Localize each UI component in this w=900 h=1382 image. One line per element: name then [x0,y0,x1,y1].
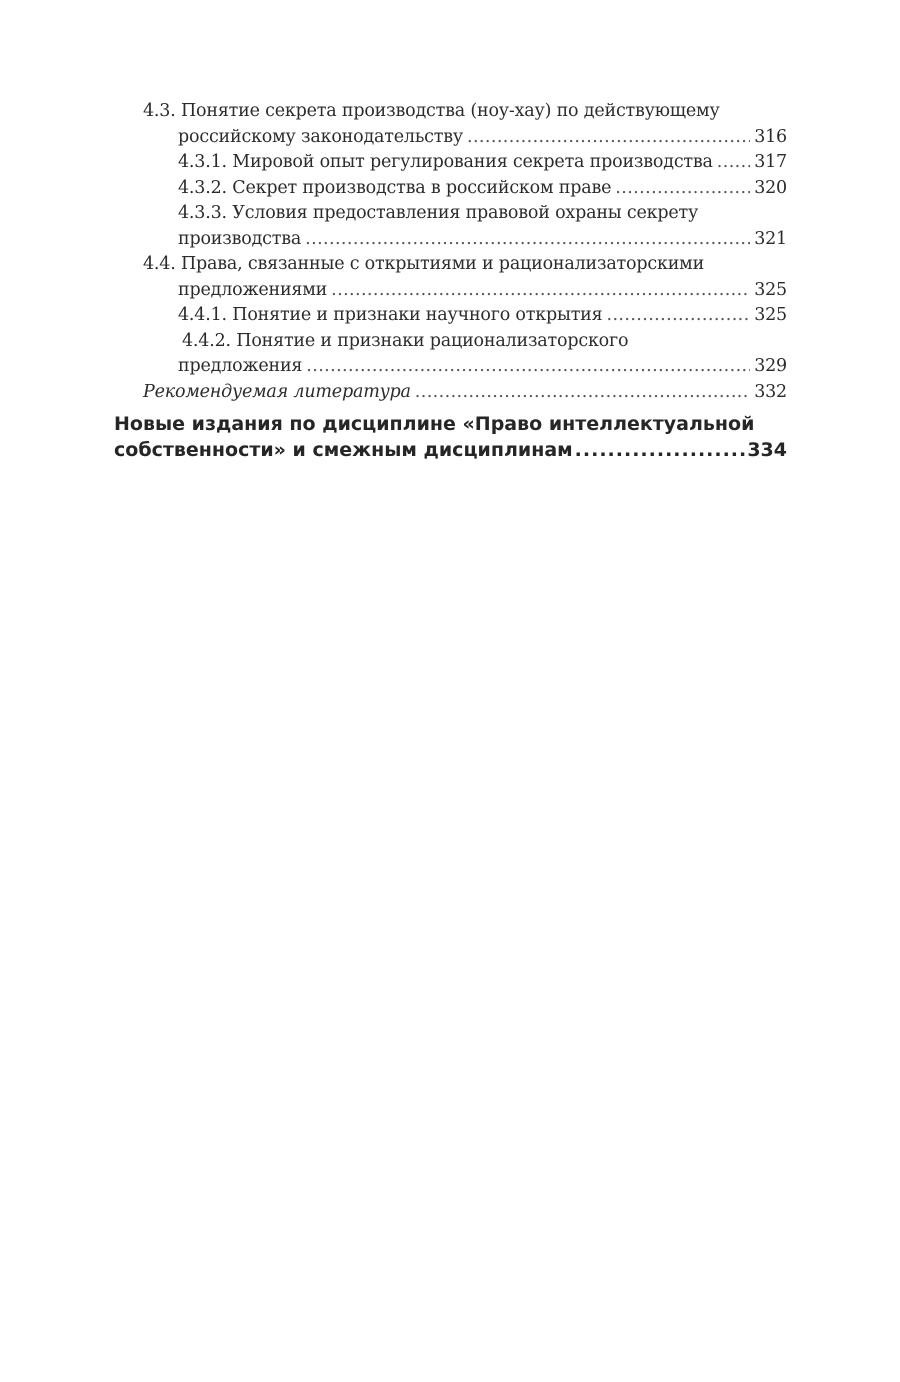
toc-entry-title: 4.3.1. Мировой опыт регулирования секрета производства [178,152,713,172]
toc-entry-title: 4.4.2. Понятие и признаки рационализаторского [182,330,629,351]
toc-entry-new-editions[interactable] [114,411,787,463]
toc-entry-title: 4.3.2. Секрет производства в российском праве [178,177,612,198]
page-number: 325 [754,305,787,325]
page-number: 325 [754,279,787,300]
toc-entry-4-4[interactable] [114,252,787,303]
dot-leader [305,227,750,253]
page-number: 329 [754,356,787,376]
toc-entry-title-continuation: собственности» и смежным дисциплинам [114,439,573,461]
page-number: 317 [754,152,787,172]
page-number: 334 [747,439,787,461]
toc-entry-title-continuation: предложениями [178,279,328,300]
toc-entry-4-4-1[interactable] [114,303,787,329]
dot-leader [717,150,750,176]
page-number: 320 [754,177,787,198]
toc-entry-recommended-literature[interactable] [114,380,787,406]
dot-leader [467,125,750,151]
toc-entry-title: Рекомендуемая литература [143,381,411,402]
toc-entry-title: 4.4.1. Понятие и признаки научного открытия [178,305,603,325]
toc-entry-title: 4.4. Права, связанные с открытиями и рационализаторскими [143,254,705,274]
dot-leader [331,278,750,304]
toc-entry-4-3-2[interactable] [114,176,787,202]
dot-leader [306,354,750,380]
dot-leader [575,437,746,463]
dot-leader [606,303,750,329]
toc-entry-4-4-2[interactable] [114,329,787,380]
toc-entry-title: 4.3. Понятие секрета производства (ноу-хау) по действующему [143,101,720,121]
dot-leader [615,176,750,202]
page-number: 316 [754,126,787,147]
toc-entry-4-3-3[interactable] [114,201,787,252]
page-number: 321 [754,228,787,249]
toc-entry-4-3[interactable] [114,99,787,150]
toc-entry-title-continuation: предложения [178,356,303,376]
page-number: 332 [754,381,787,402]
dot-leader [415,380,750,406]
toc-entry-4-3-1[interactable] [114,150,787,176]
toc-entry-title: 4.3.3. Условия предоставления правовой охраны секрету [178,203,699,223]
toc-entry-title-continuation: производства [178,228,302,249]
table-of-contents [114,99,787,463]
toc-entry-title-continuation: российскому законодательству [178,126,463,147]
toc-entry-title: Новые издания по дисциплине «Право интеллектуальной [114,413,755,435]
